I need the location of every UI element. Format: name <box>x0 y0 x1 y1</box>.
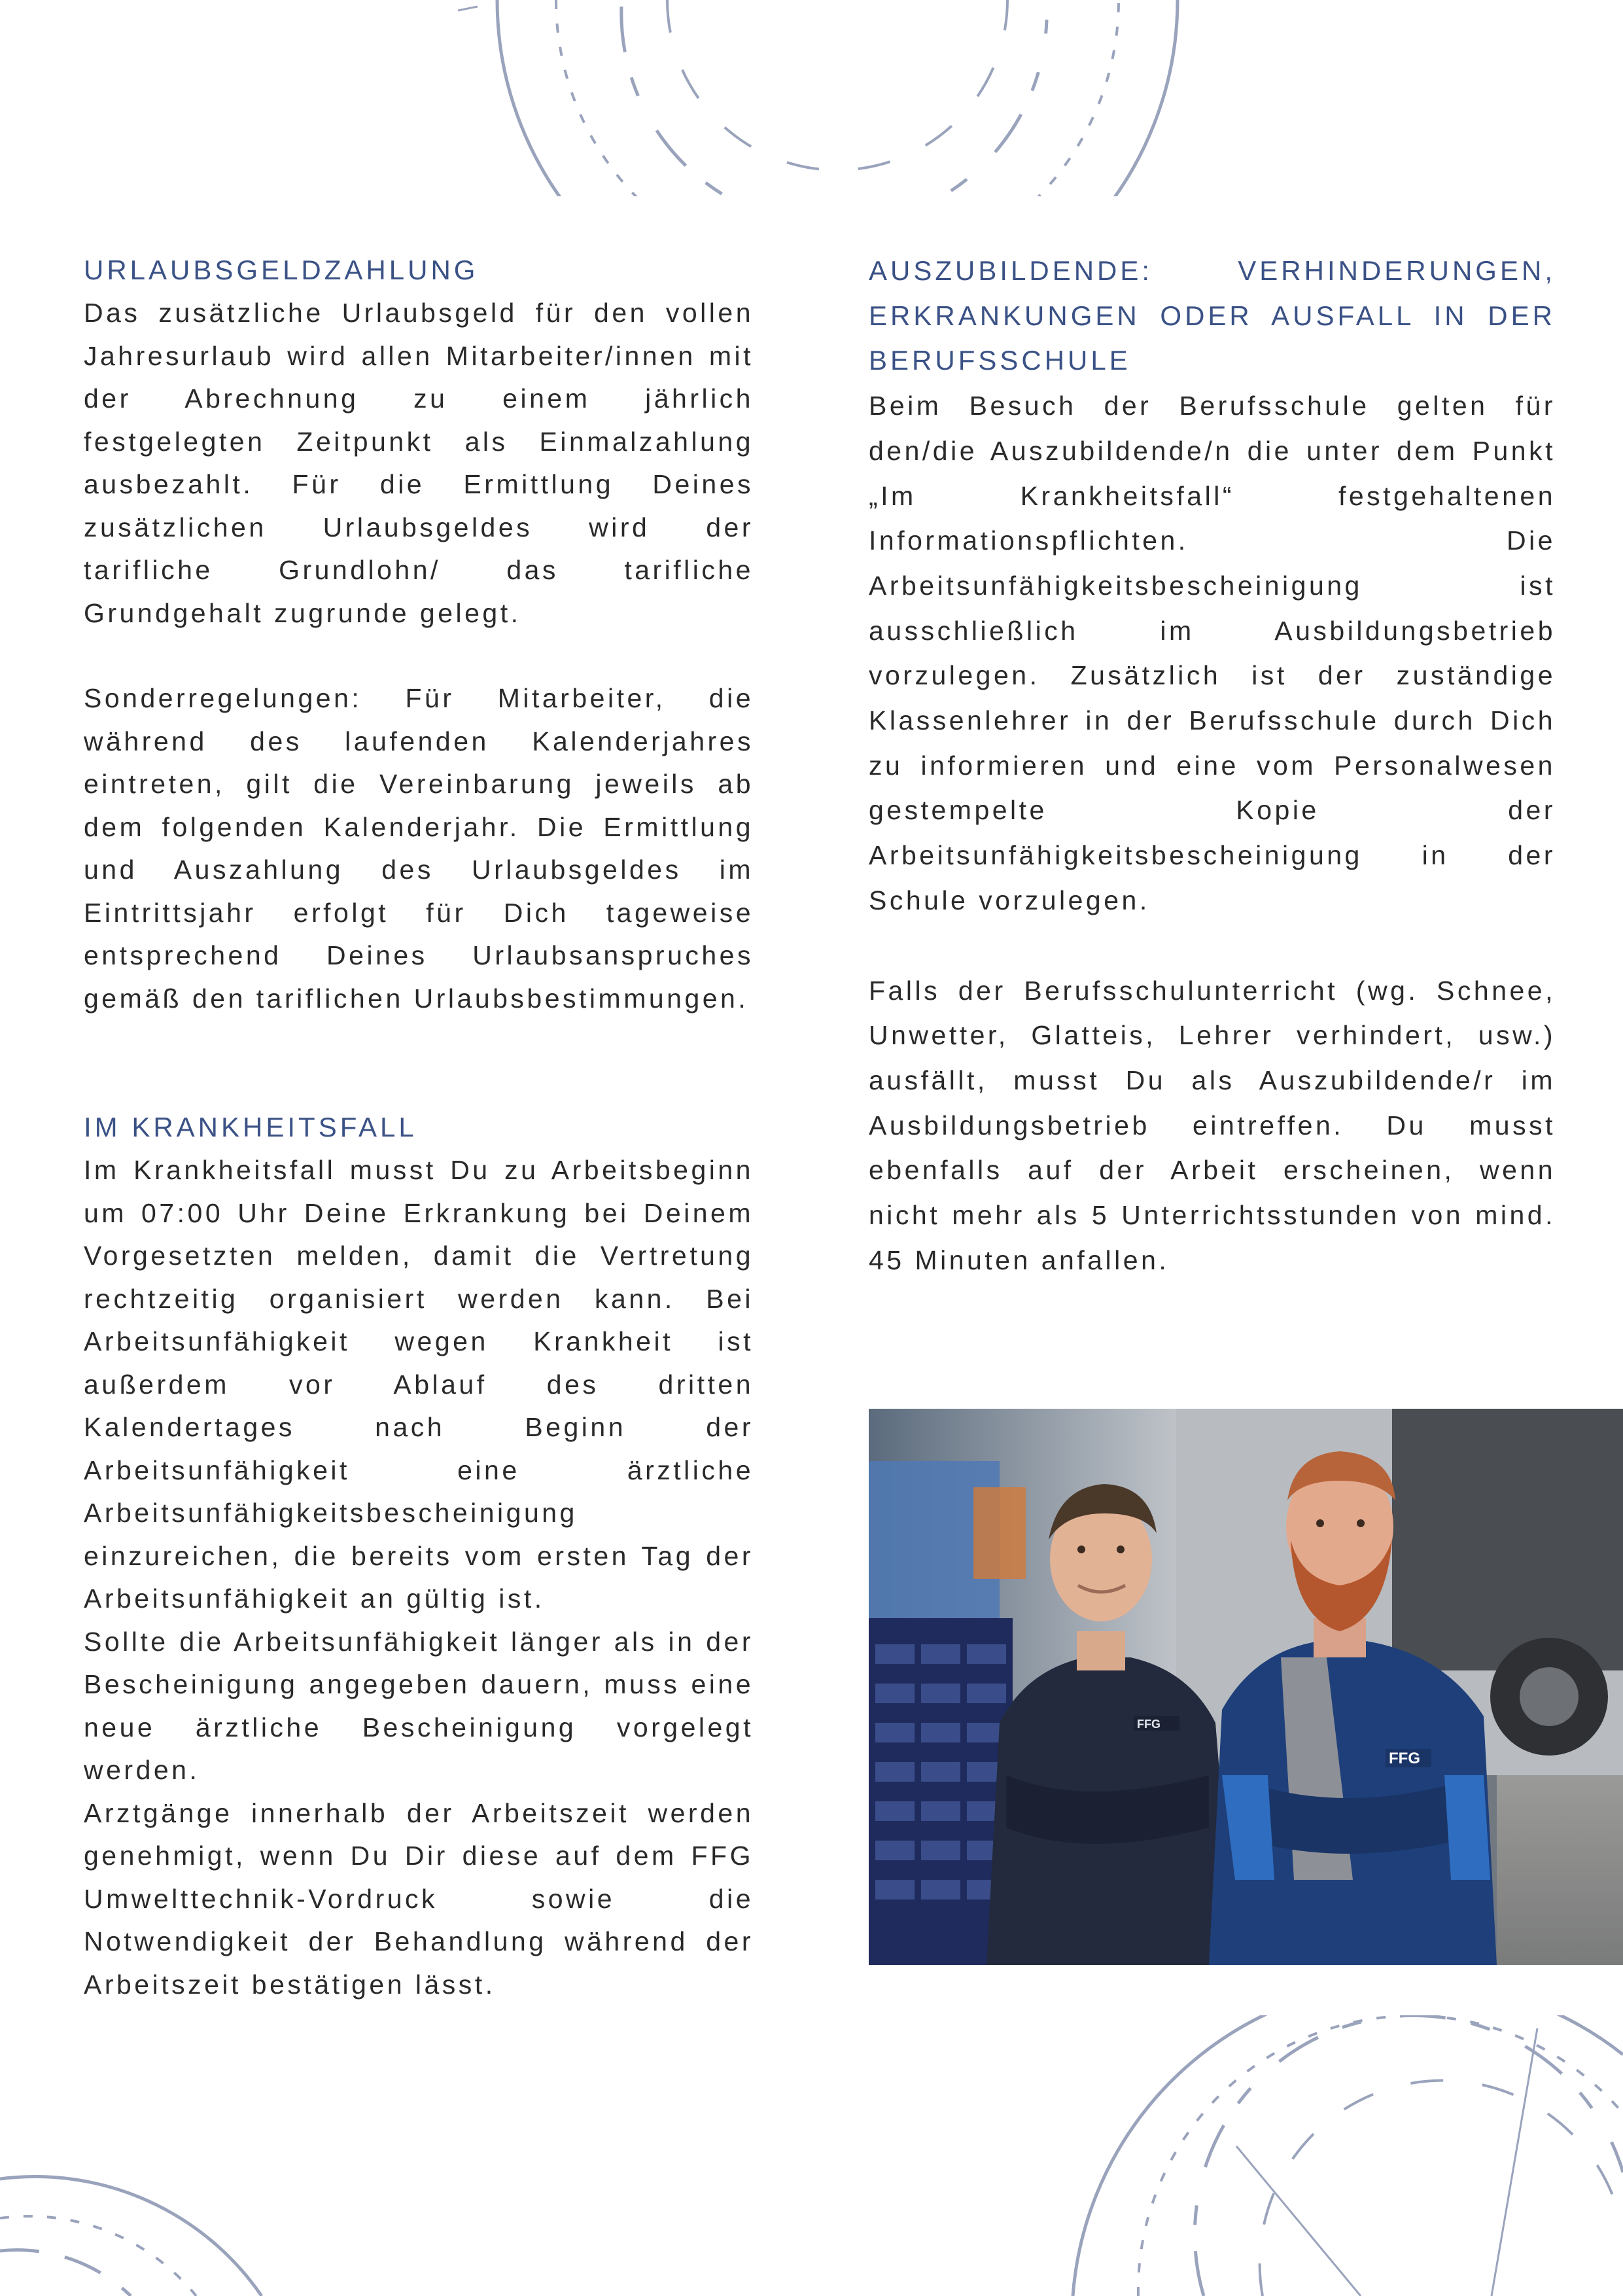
paragraph-krankheitsfall: Im Krankheitsfall musst Du zu Arbeitsbeginn um 07:00 Uhr Deine Erkrankung bei Deinem Vorgesetzten melden, damit die Vertretung rechtzeitig organisiert werden kann. Bei Arbeitsunfähigkeit wegen Krankheit ist außerdem vor Ablauf des dritten Kalendertages nach Beginn der Arbeitsunfähigkeit eine ärztliche Arbeitsunfähigkeitsbescheinigung einzureichen, die bereits vom ersten Tag der Arbeitsunfähigkeit an gültig ist. <box>84 1155 754 1614</box>
photo-two-apprentices <box>869 1409 1623 1965</box>
heading-im-krankheitsfall: IM KRANKHEITSFALL <box>84 1112 417 1142</box>
paragraph-sonderregelungen: Sonderregelungen: Für Mitarbeiter, die während des laufenden Kalenderjahres eintreten, gilt die Vereinbarung jeweils ab dem folgenden Kalenderjahr. Die Ermittlung und Auszahlung des Urlaubsgeldes im Eintrittsjahr erfolgt für Dich tageweise entsprechend Deines Urlaubsanspruches gemäß den tariflichen Urlaubsbestimmungen. <box>84 683 754 1014</box>
paragraph-arztgaenge: Arztgänge innerhalb der Arbeitszeit werden genehmigt, wenn Du Dir diese auf dem FFG Umwelttechnik-Vordruck sowie die Notwendigkeit der Behandlung während der Arbeitszeit bestätigen lässt. <box>84 1797 754 2000</box>
decorative-bottom-left-arcs <box>0 2153 275 2296</box>
left-column <box>84 249 754 2006</box>
paragraph-urlaubsgeld: Das zusätzliche Urlaubsgeld für den vollen Jahresurlaub wird allen Mitarbeiter/innen mit der Abrechnung zu einem jährlich festgelegten Zeitpunkt als Einmalzahlung ausbezahlt. Für die Ermittlung Deines zusätzlichen Urlaubsgeldes wird der tarifliche Grundlohn/ das tarifliche Grundgehalt zugrunde gelegt. <box>84 298 754 628</box>
heading-urlaubsgeldzahlung: URLAUBSGELDZAHLUNG <box>84 255 479 285</box>
right-column <box>869 249 1556 1282</box>
paragraph-bescheinigung-verlaengerung: Sollte die Arbeitsunfähigkeit länger als in der Bescheinigung angegeben dauern, muss eine neue ärztliche Bescheinigung vorgelegt werden. <box>84 1626 754 1785</box>
paragraph-berufsschule-ausfall: Falls der Berufsschulunterricht (wg. Schnee, Unwetter, Glatteis, Lehrer verhindert, usw.) ausfällt, musst Du als Auszubildende/r im Ausbildungsbetrieb eintreffen. Du musst ebenfalls auf der Arbeit erscheinen, wenn nicht mehr als 5 Unterrichtsstunden von mind. 45 Minuten anfallen. <box>869 975 1556 1275</box>
heading-auszubildende: AUSZUBILDENDE: VERHINDERUNGEN, ERKRANKUNGEN ODER AUSFALL IN DER BERUFSSCHULE <box>869 255 1556 376</box>
decorative-bottom-right-arcs <box>1034 2015 1623 2296</box>
decorative-top-arcs <box>458 0 1217 196</box>
jacket-logo-left: FFG <box>1137 1718 1161 1731</box>
jacket-logo-right: FFG <box>1389 1750 1420 1767</box>
paragraph-berufsschule-besuch: Beim Besuch der Berufsschule gelten für den/die Auszubildende/n die unter dem Punkt „Im Krankheitsfall“ festgehaltenen Informationspflichten. Die Arbeitsunfähigkeitsbescheinigung ist ausschließlich im Ausbildungsbetrieb vorzulegen. Zusätzlich ist der zuständige Klassenlehrer in der Berufsschule durch Dich zu informieren und eine vom Personalwesen gestempelte Kopie der Arbeitsunfähigkeitsbescheinigung in der Schule vorzulegen. <box>869 391 1556 915</box>
photo-illustration <box>869 1409 1623 1965</box>
